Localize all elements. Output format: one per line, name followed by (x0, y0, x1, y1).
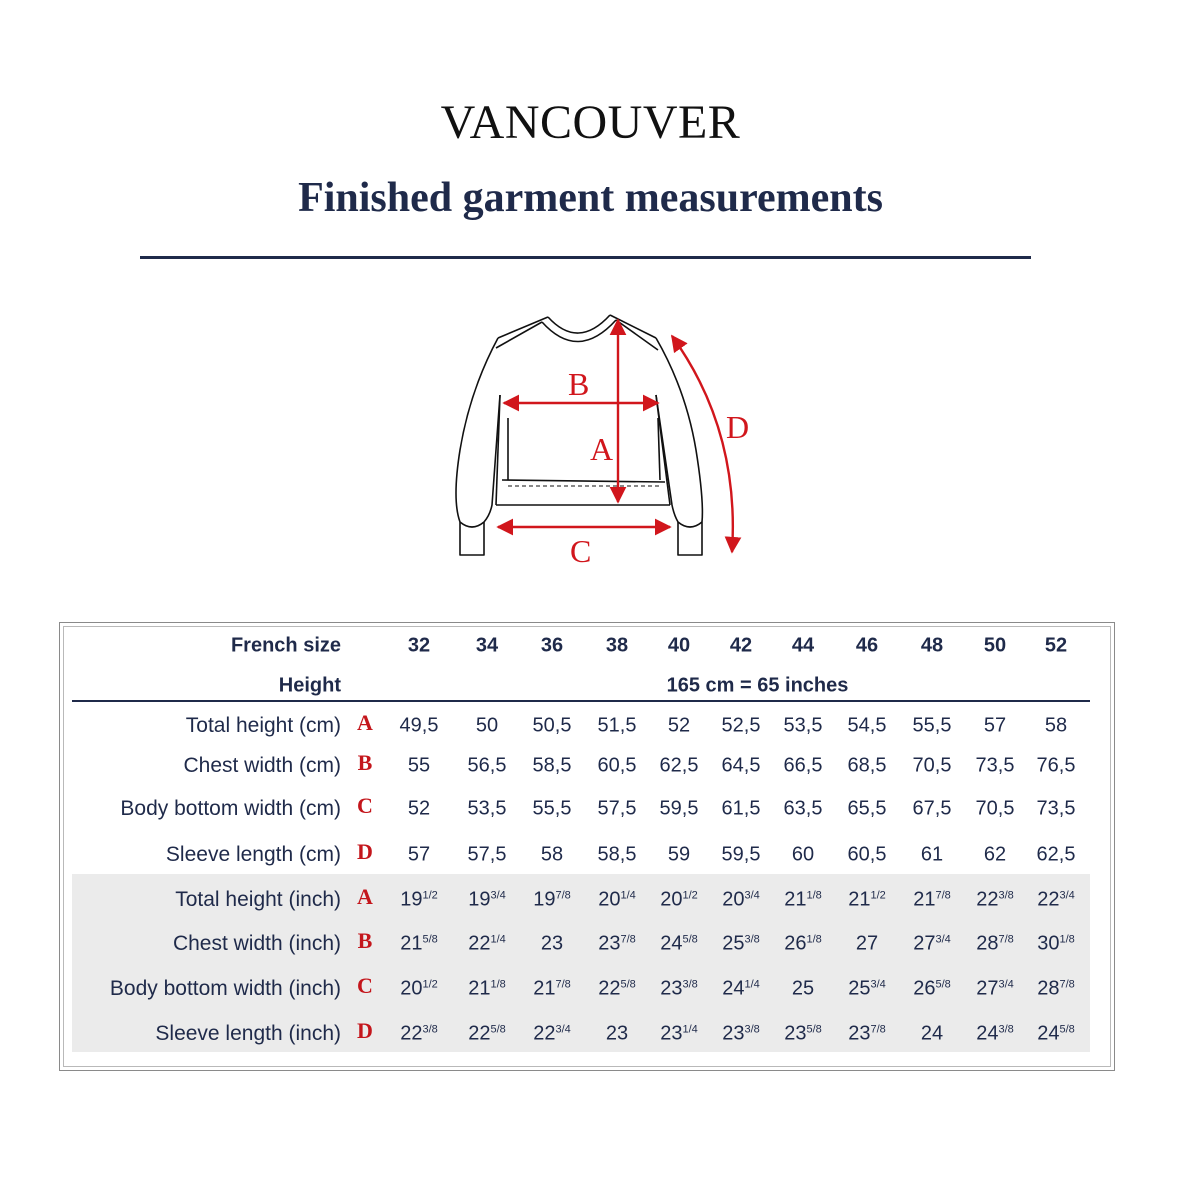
table-cell: 52 (667, 714, 691, 737)
row-letter-d: D (357, 839, 373, 864)
table-cell: $27^{3/4}$ (913, 932, 951, 955)
table-cell: 61 (920, 843, 944, 866)
row-letter-b: B (357, 928, 373, 953)
table-cell: $27^{3/4}$ (976, 977, 1014, 1000)
table-cell: 23 (605, 1022, 629, 1045)
table-cell: 52,5 (721, 714, 761, 737)
size-header-label: French size (230, 634, 341, 657)
table-cell: 70,5 (912, 754, 952, 777)
table-cell: 27 (855, 932, 879, 955)
row-label: Chest width (cm) (183, 754, 341, 777)
table-cell: 57 (983, 714, 1007, 737)
size-header-46: 46 (855, 634, 879, 657)
table-cell: 53,5 (467, 797, 507, 820)
table-cell: $23^{7/8}$ (848, 1022, 886, 1045)
row-label: Sleeve length (cm) (165, 843, 341, 866)
height-header-label: Height (278, 674, 341, 697)
table-cell: $22^{5/8}$ (598, 977, 636, 1000)
table-cell: 68,5 (847, 754, 887, 777)
table-cell: 54,5 (847, 714, 887, 737)
size-header-48: 48 (920, 634, 944, 657)
table-cell: $22^{3/4}$ (533, 1022, 571, 1045)
size-header-40: 40 (667, 634, 691, 657)
diagram-label-c: C (570, 533, 592, 569)
table-cell: 59,5 (659, 797, 699, 820)
row-label: Sleeve length (inch) (155, 1022, 341, 1045)
table-cell: 60,5 (847, 843, 887, 866)
row-letter-c: C (357, 973, 373, 998)
table-cell: 55,5 (912, 714, 952, 737)
table-cell: 58,5 (597, 843, 637, 866)
row-letter-a: A (357, 884, 373, 909)
table-cell: $24^{5/8}$ (660, 932, 698, 955)
row-label: Body bottom width (cm) (120, 797, 341, 820)
table-cell: $23^{3/8}$ (660, 977, 698, 1000)
table-cell: $19^{3/4}$ (468, 888, 506, 911)
measurement-arrows (498, 320, 733, 552)
diagram-label-a: A (590, 431, 614, 467)
diagram-label-d: D (726, 409, 750, 445)
table-cell: 58 (1044, 714, 1068, 737)
size-header-50: 50 (983, 634, 1007, 657)
table-cell: $23^{5/8}$ (784, 1022, 822, 1045)
header-divider (72, 700, 1090, 702)
table-cell: 73,5 (1036, 797, 1076, 820)
table-cell: 60 (791, 843, 815, 866)
table-cell: $22^{5/8}$ (468, 1022, 506, 1045)
table-cell: 67,5 (912, 797, 952, 820)
table-cell: $21^{5/8}$ (400, 932, 438, 955)
table-cell: 57,5 (597, 797, 637, 820)
row-label: Total height (cm) (185, 714, 341, 737)
table-cell: $22^{3/4}$ (1037, 888, 1075, 911)
table-cell: $20^{1/2}$ (400, 977, 438, 1000)
row-letter-c: C (357, 793, 373, 818)
table-cell: $23^{1/4}$ (660, 1022, 698, 1045)
row-letter-d: D (357, 1018, 373, 1043)
table-cell: $20^{1/4}$ (598, 888, 636, 911)
table-cell: 55 (407, 754, 431, 777)
table-cell: 70,5 (975, 797, 1015, 820)
table-cell: $22^{3/8}$ (976, 888, 1014, 911)
sweater-outline (456, 315, 702, 555)
table-cell: 57 (407, 843, 431, 866)
table-cell: 52 (407, 797, 431, 820)
table-cell: $25^{3/4}$ (848, 977, 886, 1000)
row-letter-a: A (357, 710, 373, 735)
table-cell: $21^{1/2}$ (848, 888, 886, 911)
table-cell: $21^{1/8}$ (468, 977, 506, 1000)
table-cell: 76,5 (1036, 754, 1076, 777)
page-title: VANCOUVER (440, 96, 741, 149)
table-cell: 58 (540, 843, 564, 866)
page-subtitle: Finished garment measurements (298, 175, 883, 221)
row-label: Total height (inch) (175, 888, 341, 911)
table-cell: 59 (667, 843, 691, 866)
title-divider (140, 256, 1031, 259)
table-cell: $21^{7/8}$ (913, 888, 951, 911)
table-cell: 60,5 (597, 754, 637, 777)
table-cell: $28^{7/8}$ (1037, 977, 1075, 1000)
table-cell: 65,5 (847, 797, 887, 820)
sweater-diagram (420, 300, 760, 580)
height-value: 165 cm = 65 inches (666, 674, 849, 697)
size-header-44: 44 (791, 634, 815, 657)
size-header-34: 34 (475, 634, 499, 657)
table-cell: $19^{7/8}$ (533, 888, 571, 911)
table-cell: $19^{1/2}$ (400, 888, 438, 911)
table-cell: 62,5 (1036, 843, 1076, 866)
table-cell: $26^{5/8}$ (913, 977, 951, 1000)
table-cell: $23^{3/8}$ (722, 1022, 760, 1045)
row-letter-b: B (357, 750, 373, 775)
table-cell: 25 (791, 977, 815, 1000)
table-cell: $23^{7/8}$ (598, 932, 636, 955)
table-cell: 55,5 (532, 797, 572, 820)
table-cell: 50 (475, 714, 499, 737)
table-cell: $30^{1/8}$ (1037, 932, 1075, 955)
size-header-52: 52 (1044, 634, 1068, 657)
table-cell: 66,5 (783, 754, 823, 777)
table-cell: 62,5 (659, 754, 699, 777)
table-cell: $24^{5/8}$ (1037, 1022, 1075, 1045)
table-cell: $24^{3/8}$ (976, 1022, 1014, 1045)
table-cell: 53,5 (783, 714, 823, 737)
table-cell: 24 (920, 1022, 944, 1045)
row-label: Chest width (inch) (172, 932, 341, 955)
size-header-38: 38 (605, 634, 629, 657)
table-cell: $20^{3/4}$ (722, 888, 760, 911)
diagram-label-b: B (568, 366, 590, 402)
table-cell: $21^{7/8}$ (533, 977, 571, 1000)
table-cell: 59,5 (721, 843, 761, 866)
table-cell: 51,5 (597, 714, 637, 737)
table-cell: 61,5 (721, 797, 761, 820)
table-cell: 63,5 (783, 797, 823, 820)
table-cell: 57,5 (467, 843, 507, 866)
row-label: Body bottom width (inch) (109, 977, 341, 1000)
table-cell: 64,5 (721, 754, 761, 777)
table-cell: 73,5 (975, 754, 1015, 777)
table-cell: $22^{1/4}$ (468, 932, 506, 955)
table-cell: $26^{1/8}$ (784, 932, 822, 955)
table-cell: 56,5 (467, 754, 507, 777)
size-header-36: 36 (540, 634, 564, 657)
table-cell: 23 (540, 932, 564, 955)
table-cell: $21^{1/8}$ (784, 888, 822, 911)
table-cell: $28^{7/8}$ (976, 932, 1014, 955)
size-header-32: 32 (407, 634, 431, 657)
table-cell: $25^{3/8}$ (722, 932, 760, 955)
table-cell: 50,5 (532, 714, 572, 737)
table-cell: $24^{1/4}$ (722, 977, 760, 1000)
table-cell: 62 (983, 843, 1007, 866)
table-cell: 58,5 (532, 754, 572, 777)
table-cell: $20^{1/2}$ (660, 888, 698, 911)
table-cell: 49,5 (399, 714, 439, 737)
table-cell: $22^{3/8}$ (400, 1022, 438, 1045)
size-header-42: 42 (729, 634, 753, 657)
